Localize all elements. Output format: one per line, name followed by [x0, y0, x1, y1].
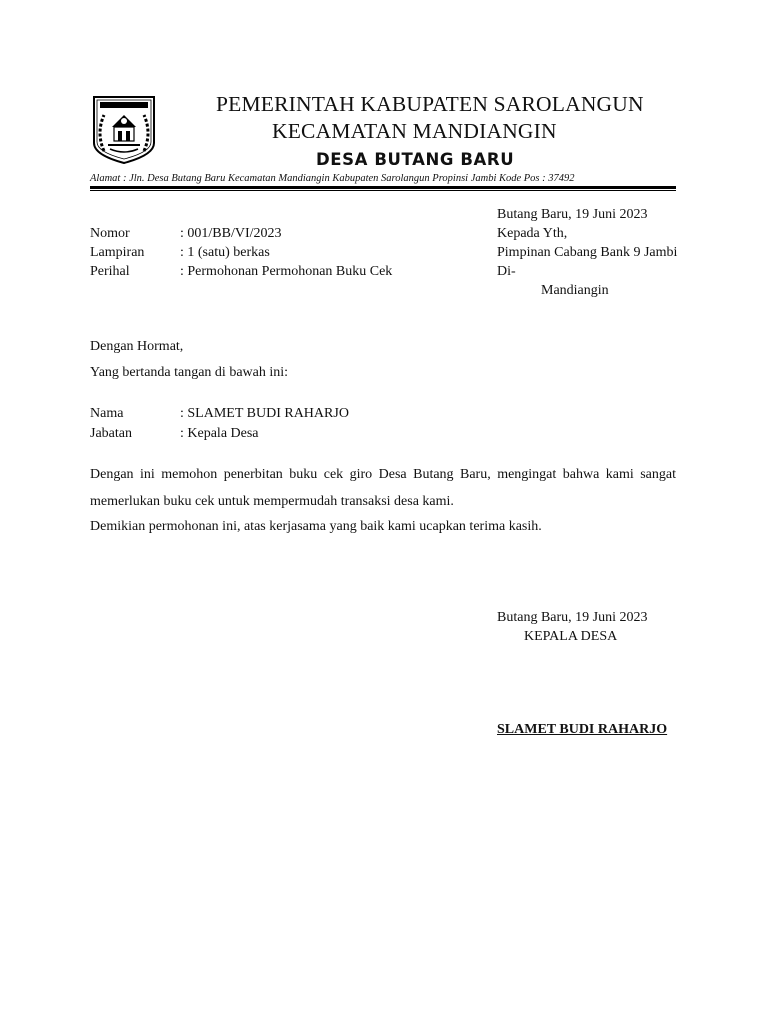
letterhead-line-1: PEMERINTAH KABUPATEN SAROLANGUN [216, 92, 644, 116]
nomor-value: : 001/BB/VI/2023 [180, 226, 282, 241]
closing-date: Butang Baru, 19 Juni 2023 [497, 610, 648, 625]
intro-line: Yang bertanda tangan di bawah ini: [90, 365, 289, 380]
nomor-label: Nomor [90, 226, 130, 241]
nama-label: Nama [90, 406, 124, 421]
greeting: Dengan Hormat, [90, 339, 184, 354]
recipient-location: Mandiangin [541, 283, 609, 298]
lampiran-label: Lampiran [90, 245, 145, 260]
letterhead-village-name: DESA BUTANG BARU [316, 150, 515, 169]
jabatan-value: : Kepala Desa [180, 426, 259, 441]
recipient-salutation: Kepada Yth, [497, 226, 568, 241]
letter-date: Butang Baru, 19 Juni 2023 [497, 207, 648, 222]
letterhead-divider-thin [90, 190, 676, 191]
body-paragraph-2: Demikian permohonan ini, atas kerjasama yang baik kami ucapkan terima kasih. [90, 519, 542, 534]
recipient-di: Di- [497, 264, 516, 279]
letterhead-line-2: KECAMATAN MANDIANGIN [272, 119, 557, 143]
signatory-name: SLAMET BUDI RAHARJO [497, 722, 668, 737]
perihal-value: : Permohonan Permohonan Buku Cek [180, 264, 393, 279]
recipient-name: Pimpinan Cabang Bank 9 Jambi [497, 245, 678, 260]
body-paragraph-1-line-1: Dengan ini memohon penerbitan buku cek giro Desa Butang Baru, mengingat bahwa kami sangat [90, 467, 676, 482]
kabupaten-sarolangun-logo [90, 93, 158, 165]
letter-body [90, 461, 676, 539]
letterhead-address: Alamat : Jln. Desa Butang Baru Kecamatan Mandiangin Kabupaten Sarolangun Propinsi Jambi Kode Pos : 37492 [90, 173, 575, 184]
letterhead-divider-thick [90, 186, 676, 189]
signatory-title: KEPALA DESA [524, 629, 618, 644]
nama-value: : SLAMET BUDI RAHARJO [180, 406, 349, 421]
perihal-label: Perihal [90, 264, 130, 279]
body-paragraph-1-line-2: memerlukan buku cek untuk mempermudah transaksi desa kami. [90, 494, 454, 509]
lampiran-value: : 1 (satu) berkas [180, 245, 270, 260]
jabatan-label: Jabatan [90, 426, 132, 441]
